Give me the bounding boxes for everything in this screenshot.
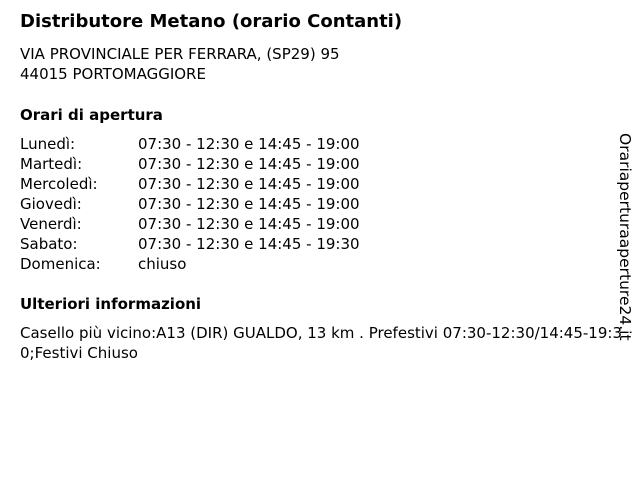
address-city: 44015 PORTOMAGGIORE — [20, 65, 206, 83]
additional-info-heading: Ulteriori informazioni — [20, 295, 202, 313]
hours-row-monday — [20, 134, 360, 154]
page-title: Distributore Metano (orario Contanti) — [20, 11, 403, 32]
hours-row-wednesday — [20, 174, 360, 194]
hours-row-thursday — [20, 194, 360, 214]
day-label: Domenica: — [20, 255, 101, 273]
day-label: Lunedì: — [20, 135, 76, 153]
opening-hours-heading: Orari di apertura — [20, 106, 163, 124]
hours-row-tuesday — [20, 154, 360, 174]
day-hours: 07:30 - 12:30 e 14:45 - 19:00 — [138, 175, 360, 193]
day-hours: 07:30 - 12:30 e 14:45 - 19:00 — [138, 195, 360, 213]
day-hours: 07:30 - 12:30 e 14:45 - 19:30 — [138, 235, 360, 253]
day-hours: 07:30 - 12:30 e 14:45 - 19:00 — [138, 135, 360, 153]
day-label: Giovedì: — [20, 195, 82, 213]
hours-row-saturday — [20, 234, 360, 254]
day-label: Venerdì: — [20, 215, 82, 233]
day-label: Sabato: — [20, 235, 78, 253]
day-label: Mercoledì: — [20, 175, 98, 193]
day-hours: 07:30 - 12:30 e 14:45 - 19:00 — [138, 215, 360, 233]
opening-hours-list — [20, 134, 360, 274]
site-brand-vertical: Orariaperturaaperture24.it — [616, 133, 634, 341]
day-hours: 07:30 - 12:30 e 14:45 - 19:00 — [138, 155, 360, 173]
hours-row-sunday — [20, 254, 360, 274]
address-block — [20, 44, 340, 84]
additional-info-text: Casello più vicino:A13 (DIR) GUALDO, 13 km . Prefestivi 07:30-12:30/14:45-19:30;Festivi Chiuso — [20, 324, 622, 362]
day-label: Martedì: — [20, 155, 83, 173]
day-hours: chiuso — [138, 255, 187, 273]
address-street: VIA PROVINCIALE PER FERRARA, (SP29) 95 — [20, 45, 340, 63]
hours-row-friday — [20, 214, 360, 234]
